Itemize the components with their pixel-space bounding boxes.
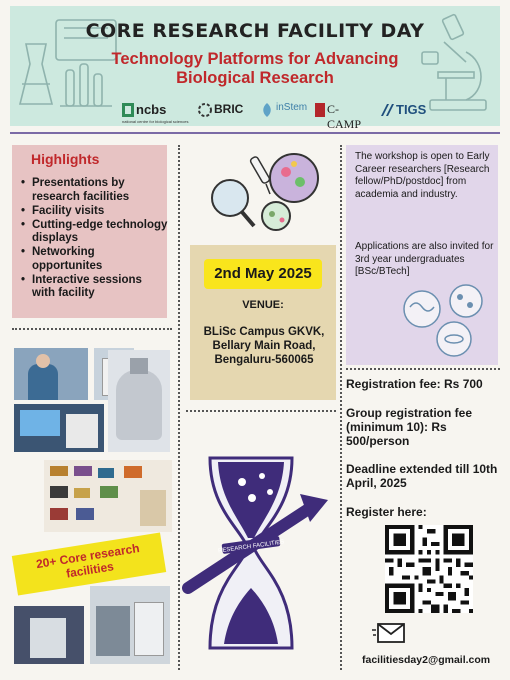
eligibility-panel	[346, 145, 498, 365]
highlights-list	[20, 177, 168, 301]
highlight-item: • Networking opportunites	[20, 246, 168, 273]
registration-qr-code[interactable]	[385, 525, 473, 613]
bric-mark-icon	[198, 103, 212, 117]
row-divider-left	[12, 328, 172, 330]
page-subtitle	[70, 50, 440, 88]
ncbs-mark-icon	[122, 103, 134, 117]
registration-fee: Registration fee: Rs 700	[346, 377, 483, 391]
lab-photo-analyzer	[90, 586, 170, 664]
highlights-title: Highlights	[31, 151, 100, 167]
lab-photo-researcher	[14, 348, 88, 400]
row-divider-middle	[186, 410, 336, 412]
highlight-item: • Cutting-edge technology displays	[20, 219, 168, 246]
instem-mark-icon	[260, 102, 274, 118]
core-facilities-banner: 20+ Core research facilities	[12, 533, 166, 596]
highlight-item: • Presentations by research facilities	[20, 177, 168, 204]
header-banner	[10, 6, 500, 131]
partner-logos: ncbs national centre for biological sciences BRIC inStem C-CAMP TIGS	[122, 102, 427, 131]
event-date: 2nd May 2025	[204, 259, 322, 289]
mail-icon	[372, 620, 406, 646]
subtitle-line-2: Biological Research	[176, 69, 334, 87]
undergraduate-text: Applications are also invited for 3rd year undergraduates [BSc/BTech]	[355, 241, 494, 277]
tigs-mark-icon	[380, 103, 394, 117]
venue-label: VENUE:	[242, 299, 284, 311]
hourglass-label: RESEARCH FACILITIES	[217, 539, 285, 555]
column-divider-left	[178, 145, 180, 670]
microscope-photo	[14, 606, 84, 664]
highlight-item: • Interactive sessions with facility	[20, 274, 168, 301]
nmr-spectrometer-photo	[108, 350, 170, 452]
subtitle-line-1: Technology Platforms for Advancing	[111, 50, 399, 68]
group-registration-fee: Group registration fee (minimum 10): Rs 500/person	[346, 406, 473, 448]
contact-email[interactable]: facilitiesday2@gmail.com	[362, 654, 491, 666]
lab-research-illustration	[200, 150, 330, 238]
highlights-panel	[12, 145, 167, 318]
registration-deadline: Deadline extended till 10th April, 2025	[346, 462, 498, 490]
header-divider	[10, 132, 500, 134]
petri-dish-illustration	[400, 279, 494, 359]
highlight-item: • Facility visits	[20, 205, 168, 219]
ccamp-mark-icon	[315, 103, 325, 117]
page-title: CORE RESEARCH FACILITY DAY	[85, 20, 425, 42]
lab-photo-instrument	[14, 404, 104, 452]
hourglass-illustration	[182, 448, 332, 668]
venue-address: BLiSc Campus GKVK, Bellary Main Road, Bengaluru-560065	[203, 326, 325, 366]
column-divider-right	[340, 145, 342, 670]
eligibility-text: The workshop is open to Early Career researchers [Research fellow/PhD/postdoc] from academia and industry.	[355, 151, 490, 200]
event-details-panel	[190, 245, 336, 400]
butterfly-specimens-photo	[44, 460, 172, 532]
row-divider-right	[346, 368, 500, 370]
register-label: Register here:	[346, 505, 427, 519]
